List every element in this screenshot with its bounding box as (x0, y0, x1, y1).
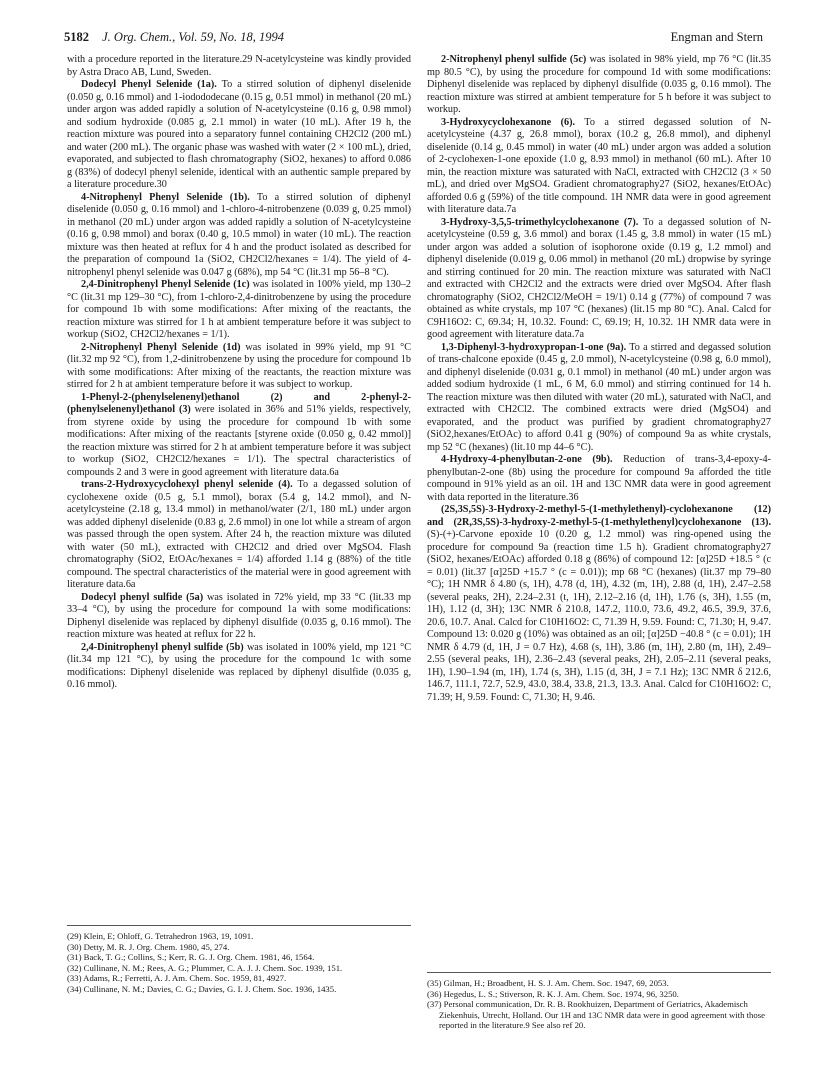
footnote-rule (67, 925, 411, 926)
paragraph-text: were isolated in 36% and 51% yields, respectively, from styrene oxide by using the procedure for compound 1b with some modifications: After mixing of the reactants [styrene oxide (0.050 g, 0.42 mmol)] the reaction mixture was stirred for 2 h at ambient temperature before it was subject to workup (SiO2, CH2Cl2/hexanes = 1/1). The spectral characteristics of compounds 2 and 3 were in good agreement with literature data.6a (67, 404, 411, 478)
paragraph (427, 504, 771, 704)
paragraph (67, 479, 411, 592)
footnotes-left (67, 925, 411, 995)
footnote-reference: (30) Detty, M. R. J. Org. Chem. 1980, 45, 274. (67, 941, 230, 952)
paragraph-heading: 2,4-Dinitrophenyl phenyl sulfide (5b) (81, 641, 244, 653)
paragraph-text: To a stirred solution of diphenyl diselenide (0.050 g, 0.16 mmol) and 1-chloro-4-nitrobenzene (0.039 g, 0.25 mmol) in methanol (20 mL) under argon was added rapidly a solution of N-acetylcysteine (0.16 g, 0.98 mmol) and borax (0.40 g, 10.5 mmol) in water (10 mL). The reaction mixture was then heated at reflux for 4 h and the product isolated as described for the preparation of compound 1a (SiO2, CH2Cl2/hexanes = 1/4). The yield of 4-nitrophenyl phenyl selenide was 0.047 g (68%), mp 54 °C (lit.31 mp 56–8 °C). (67, 191, 411, 278)
footnote-reference: (37) Personal communication, Dr. R. B. Rookhuizen, Department of Geriatrics, Akademisch Ziekenhuis, Utrecht, Holland. Our 1H and 13C NMR data were in good agreement with those reported in the literature.9 See also ref 20. (427, 999, 765, 1031)
paragraph-text: was isolated in 99% yield, mp 91 °C (lit.32 mp 92 °C), from 1,2-dinitrobenzene by using the procedure for compound 1b with some modifications: After mixing of the reactants, the reaction mixture was stirred for 2 h at ambient temperature before it was subject to workup. (67, 341, 411, 390)
paragraph (67, 642, 411, 692)
paragraph (427, 454, 771, 504)
paragraph-text: To a stirred and degassed solution of trans-chalcone epoxide (0.45 g, 2.0 mmol), N-acetylcysteine (0.98 g, 6.0 mmol), and diphenyl diselenide (0.031 g, 0.1 mmol) in methanol (40 mL) under argon was added sodium hydroxide (1 mL, 6 M, 6.0 mmol) and stirring continued for 14 h. The reaction mixture was then diluted with water (20 mL), saturated with NaCl, and extracted with CH2Cl2. The combined extracts were dried (MgSO4) and evaporated, and the product was purified by gradient chromatography27 (SiO2,hexanes/EtOAc) to afford 0.41 g (90%) of compound 9a as white crystals, mp 52 °C (hexanes) (lit.10 mp 44–6 °C). (427, 341, 771, 453)
paragraph (67, 592, 411, 642)
paragraph (427, 117, 771, 217)
paragraph-text: (S)-(+)-Carvone epoxide 10 (0.20 g, 1.2 mmol) was ring-opened using the procedure for compound 9a (reaction time 1.5 h). Gradient chromatography27 (SiO2, hexanes/EtOAc) afforded 0.18 g (86%) of compound 12: [α]25D +18.5 ° (c = 0.01) (lit.37 [α]25D +15.7 ° (c = 0.01)); mp 68 °C (hexanes) (lit.37 mp 79–80 °C); 1H NMR δ 4.80 (s, 1H), 4.78 (d, 1H), 4.32 (m, 1H), 2.88 (d, 1H), 2.47–2.58 (several peaks, 2H), 2.24–2.31 (t, 1H), 2.12–2.16 (d, 1H), 1.76 (s, 3H), 1.55 (m, 1H), 1.12 (d, 3H); 13C NMR δ 210.8, 147.2, 110.0, 73.6, 49.2, 46.5, 39.9, 37.6, 20.6, 10.7. Anal. Calcd for C10H16O2: C, 71.39 H, 9.59. Found: C, 71.30; H, 9.47. Compound 13: 0.020 g (10%) was obtained as an oil; [α]25D −40.8 ° (c = 0.01); 1H NMR δ 4.79 (d, 1H, J = 0.7 Hz), 4.68 (s, 1H), 3.86 (m, 1H), 2.80 (m, 1H), 2.49–2.55 (several peaks, 1H), 2.36–2.43 (several peaks, 2H), 2.05–2.11 (several peaks, 1H), 1.90–1.94 (m, 1H), 1.74 (s, 3H), 1.15 (d, 3H, J = 7.1 Hz); 13C NMR δ 212.6, 146.7, 111.1, 72.7, 52.9, 43.0, 38.4, 33.8, 21.3, 13.3. Anal. Calcd for C10H16O2: C, 71.39; H, 9.59. Found: C, 71.30; H, 9.46. (427, 529, 771, 703)
paragraph (427, 54, 771, 117)
paragraph-text: Reduction of trans-3,4-epoxy-4-phenylbutan-2-one (8b) using the procedure for compound 9a afforded the title compound in 91% yield as an oil. 1H and 13C NMR data were in good agreement with data reported in the literature.36 (427, 454, 771, 503)
footnote-rule (427, 972, 771, 973)
paragraph-heading: 3-Hydroxycyclohexanone (6). (441, 116, 576, 128)
paragraph-text: with a procedure reported in the literature.29 N-acetylcysteine was kindly provided by Astra Draco AB, Lund, Sweden. (67, 54, 411, 78)
page-number: 5182 (64, 30, 89, 44)
paragraph-heading: 4-Nitrophenyl Phenyl Selenide (1b). (81, 191, 250, 203)
journal-citation: J. Org. Chem., Vol. 59, No. 18, 1994 (102, 30, 284, 44)
footnote-reference: (35) Gilman, H.; Broadbent, H. S. J. Am. Chem. Soc. 1947, 69, 2053. (427, 978, 669, 988)
paragraph-heading: 4-Hydroxy-4-phenylbutan-2-one (9b). (441, 454, 613, 465)
paragraph-heading: 1,3-Diphenyl-3-hydroxypropan-1-one (9a). (441, 341, 627, 353)
paragraph-text: was isolated in 100% yield, mp 130–2 °C (lit.31 mp 129–30 °C), from 1-chloro-2,4-dinitrobenzene by using the procedure for compound 1b with some modifications: After mixing of the reactants, the reaction mixture was stirred for 1 h at ambient temperature before it was subject to workup (SiO2, CH2Cl2/hexanes = 1/1). (67, 279, 411, 340)
footnote-reference: (36) Hegedus, L. S.; Stiverson, R. K. J. Am. Chem. Soc. 1974, 96, 3250. (427, 988, 679, 999)
paragraph (67, 279, 411, 342)
running-authors: Engman and Stern (670, 30, 763, 44)
paragraph (427, 342, 771, 455)
footnote-reference: (31) Back, T. G.; Collins, S.; Kerr, R. G. J. Org. Chem. 1981, 46, 1564. (67, 952, 315, 963)
paragraph (427, 217, 771, 342)
paragraph (67, 79, 411, 192)
page-header (64, 30, 763, 48)
footnote-reference: (29) Klein, E; Ohloff, G. Tetrahedron 1963, 19, 1091. (67, 931, 254, 941)
paragraph (67, 192, 411, 280)
paragraph-text: was isolated in 72% yield, mp 33 °C (lit.33 mp 33–4 °C), by using the procedure for compound 1a with some modifications: Diphenyl diselenide was replaced by diphenyl disulfide (0.035 g, 0.16 mmol). The reaction mixture was heated at reflux for 22 h. (67, 591, 411, 640)
footnote-reference: (34) Cullinane, N. M.; Davies, C. G.; Davies, G. I. J. Chem. Soc. 1936, 1435. (67, 983, 337, 994)
footnote-reference: (32) Cullinane, N. M.; Rees, A. G.; Plummer, C. A. J. J. Chem. Soc. 1939, 151. (67, 962, 343, 973)
footnotes-right (427, 972, 771, 1031)
paragraph (67, 392, 411, 480)
paragraph-heading: Dodecyl Phenyl Selenide (1a). (81, 79, 217, 90)
paragraph-text: was isolated in 100% yield, mp 121 °C (lit.34 mp 121 °C), by using the procedure for the compound 1c with some modifications: Diphenyl diselenide was replaced by diphenyl disulfide (0.035 g, 0.16 mmol). (67, 641, 411, 690)
paragraph-heading: 2,4-Dinitrophenyl Phenyl Selenide (1c) (81, 279, 250, 290)
right-column (427, 54, 771, 704)
paragraph-heading: 1-Phenyl-2-(phenylselenenyl)ethanol (2) and 2-phenyl-2-(phenylselenenyl)ethanol (3) (67, 391, 411, 415)
paragraph-heading: 2-Nitrophenyl Phenyl Selenide (1d) (81, 341, 241, 353)
paragraph-heading: trans-2-Hydroxycyclohexyl phenyl selenide (4). (81, 479, 293, 490)
paragraph-heading: (2S,3S,5S)-3-Hydroxy-2-methyl-5-(1-methylethenyl)-cyclohexanone (12) and (2R,3S,5S)-3-hydroxy-2-methyl-5-(1-methylethenyl)cyclohexanone (13). (427, 504, 771, 528)
paragraph-heading: 3-Hydroxy-3,5,5-trimethylcyclohexanone (7). (441, 216, 639, 228)
paragraph-text: To a stirred degassed solution of N-acetylcysteine (4.37 g, 26.8 mmol), borax (10.2 g, 26.8 mmol), and diphenyl diselenide (0.14 g, 0.45 mmol) in water (40 mL) under argon was added a solution of 2-cyclohexen-1-one epoxide (1.0 g, 8.93 mmol) in methanol (60 mL). After 10 min, the reaction mixture was saturated with NaCl, extracted with CH2Cl2 (3 × 50 mL), and dried over MgSO4. Gradient chromatography27 (SiO2, hexanes/EtOAc) afforded 0.6 g (59%) of the title compound. 1H NMR data were in good agreement with literature data.7a (427, 116, 771, 215)
paragraph (67, 54, 411, 79)
paragraph-heading: 2-Nitrophenyl phenyl sulfide (5c) (441, 54, 587, 65)
paragraph-text: was isolated in 98% yield, mp 76 °C (lit.35 mp 80.5 °C), by using the procedure for compound 1d with some modifications: Diphenyl diselenide was replaced by diphenyl disulfide (0.035 g, 0.16 mmol). The reaction mixture was stirred at ambient temperature for 5 h before it was subject to workup. (427, 54, 771, 115)
paragraph-text: To a degassed solution of cyclohexene oxide (0.5 g, 5.1 mmol), borax (5.4 g, 14.2 mmol), and N-acetylcysteine (2.18 g, 13.4 mmol) in methanol/water (2/1, 180 mL) under argon was added diphenyl diselenide (0.83 g, 2.6 mmol) in one lot while a stream of argon was passed through the open system. After 24 h, the reaction mixture was diluted with water (50 mL), extracted with CH2Cl2 and dried over MgSO4. Flash chromatography (SiO2, EtOAc/hexanes = 1/4) afforded 1.14 g (88%) of the title compound. The spectral characteristics of the material were in good agreement with literature data.6a (67, 479, 411, 590)
paragraph-text: To a degassed solution of N-acetylcysteine (0.59 g, 3.6 mmol) and borax (1.45 g, 3.8 mmol) in water (15 mL) under argon was added a solution of isophorone oxide (0.19 g, 1.2 mmol) and diphenyl diselenide (0.019 g, 0.06 mmol) in methanol (20 mL) dropwise by syringe and stirring continued for 20 min. The reaction mixture was saturated with NaCl and extracted with CH2Cl2 and the extracts were dried over MgSO4. After flash chromatography (SiO2, CH2Cl2/MeOH = 19/1) 0.14 g (77%) of compound 7 was obtained as white crystals, mp 107 °C (hexanes) (lit.15 mp 80 °C). Anal. Calcd for C9H16O2: C, 69.34; H, 10.32. Found: C, 69.19; H, 10.32. 1H NMR data were in good agreement with literature data.7a (427, 216, 771, 340)
paragraph-text: To a stirred solution of diphenyl diselenide (0.050 g, 0.16 mmol) and 1-iodododecane (0.15 g, 0.51 mmol) in methanol (20 mL) under argon was added rapidly a solution of N-acetylcysteine (0.16 g, 0.98 mmol) and sodium hydroxide (0.085 g, 2.1 mmol) in water (10 mL). After 19 h, the reaction mixture was poured into a separatory funnel containing CH2Cl2 (200 mL) and water (200 mL). The organic phase was washed with water (2 × 100 mL), dried, evaporated, and subjected to flash chromatography (SiO2, hexanes) to afford 0.086 g (83%) of dodecyl phenyl selenide, identical with an authentic sample prepared by a literature procedure.30 (67, 79, 411, 190)
left-column (67, 54, 411, 692)
footnote-reference: (33) Adams, R.; Ferretti, A. J. Am. Chem. Soc. 1959, 81, 4927. (67, 973, 287, 984)
paragraph (67, 342, 411, 392)
header-left (64, 30, 284, 45)
paragraph-heading: Dodecyl phenyl sulfide (5a) (81, 591, 204, 603)
